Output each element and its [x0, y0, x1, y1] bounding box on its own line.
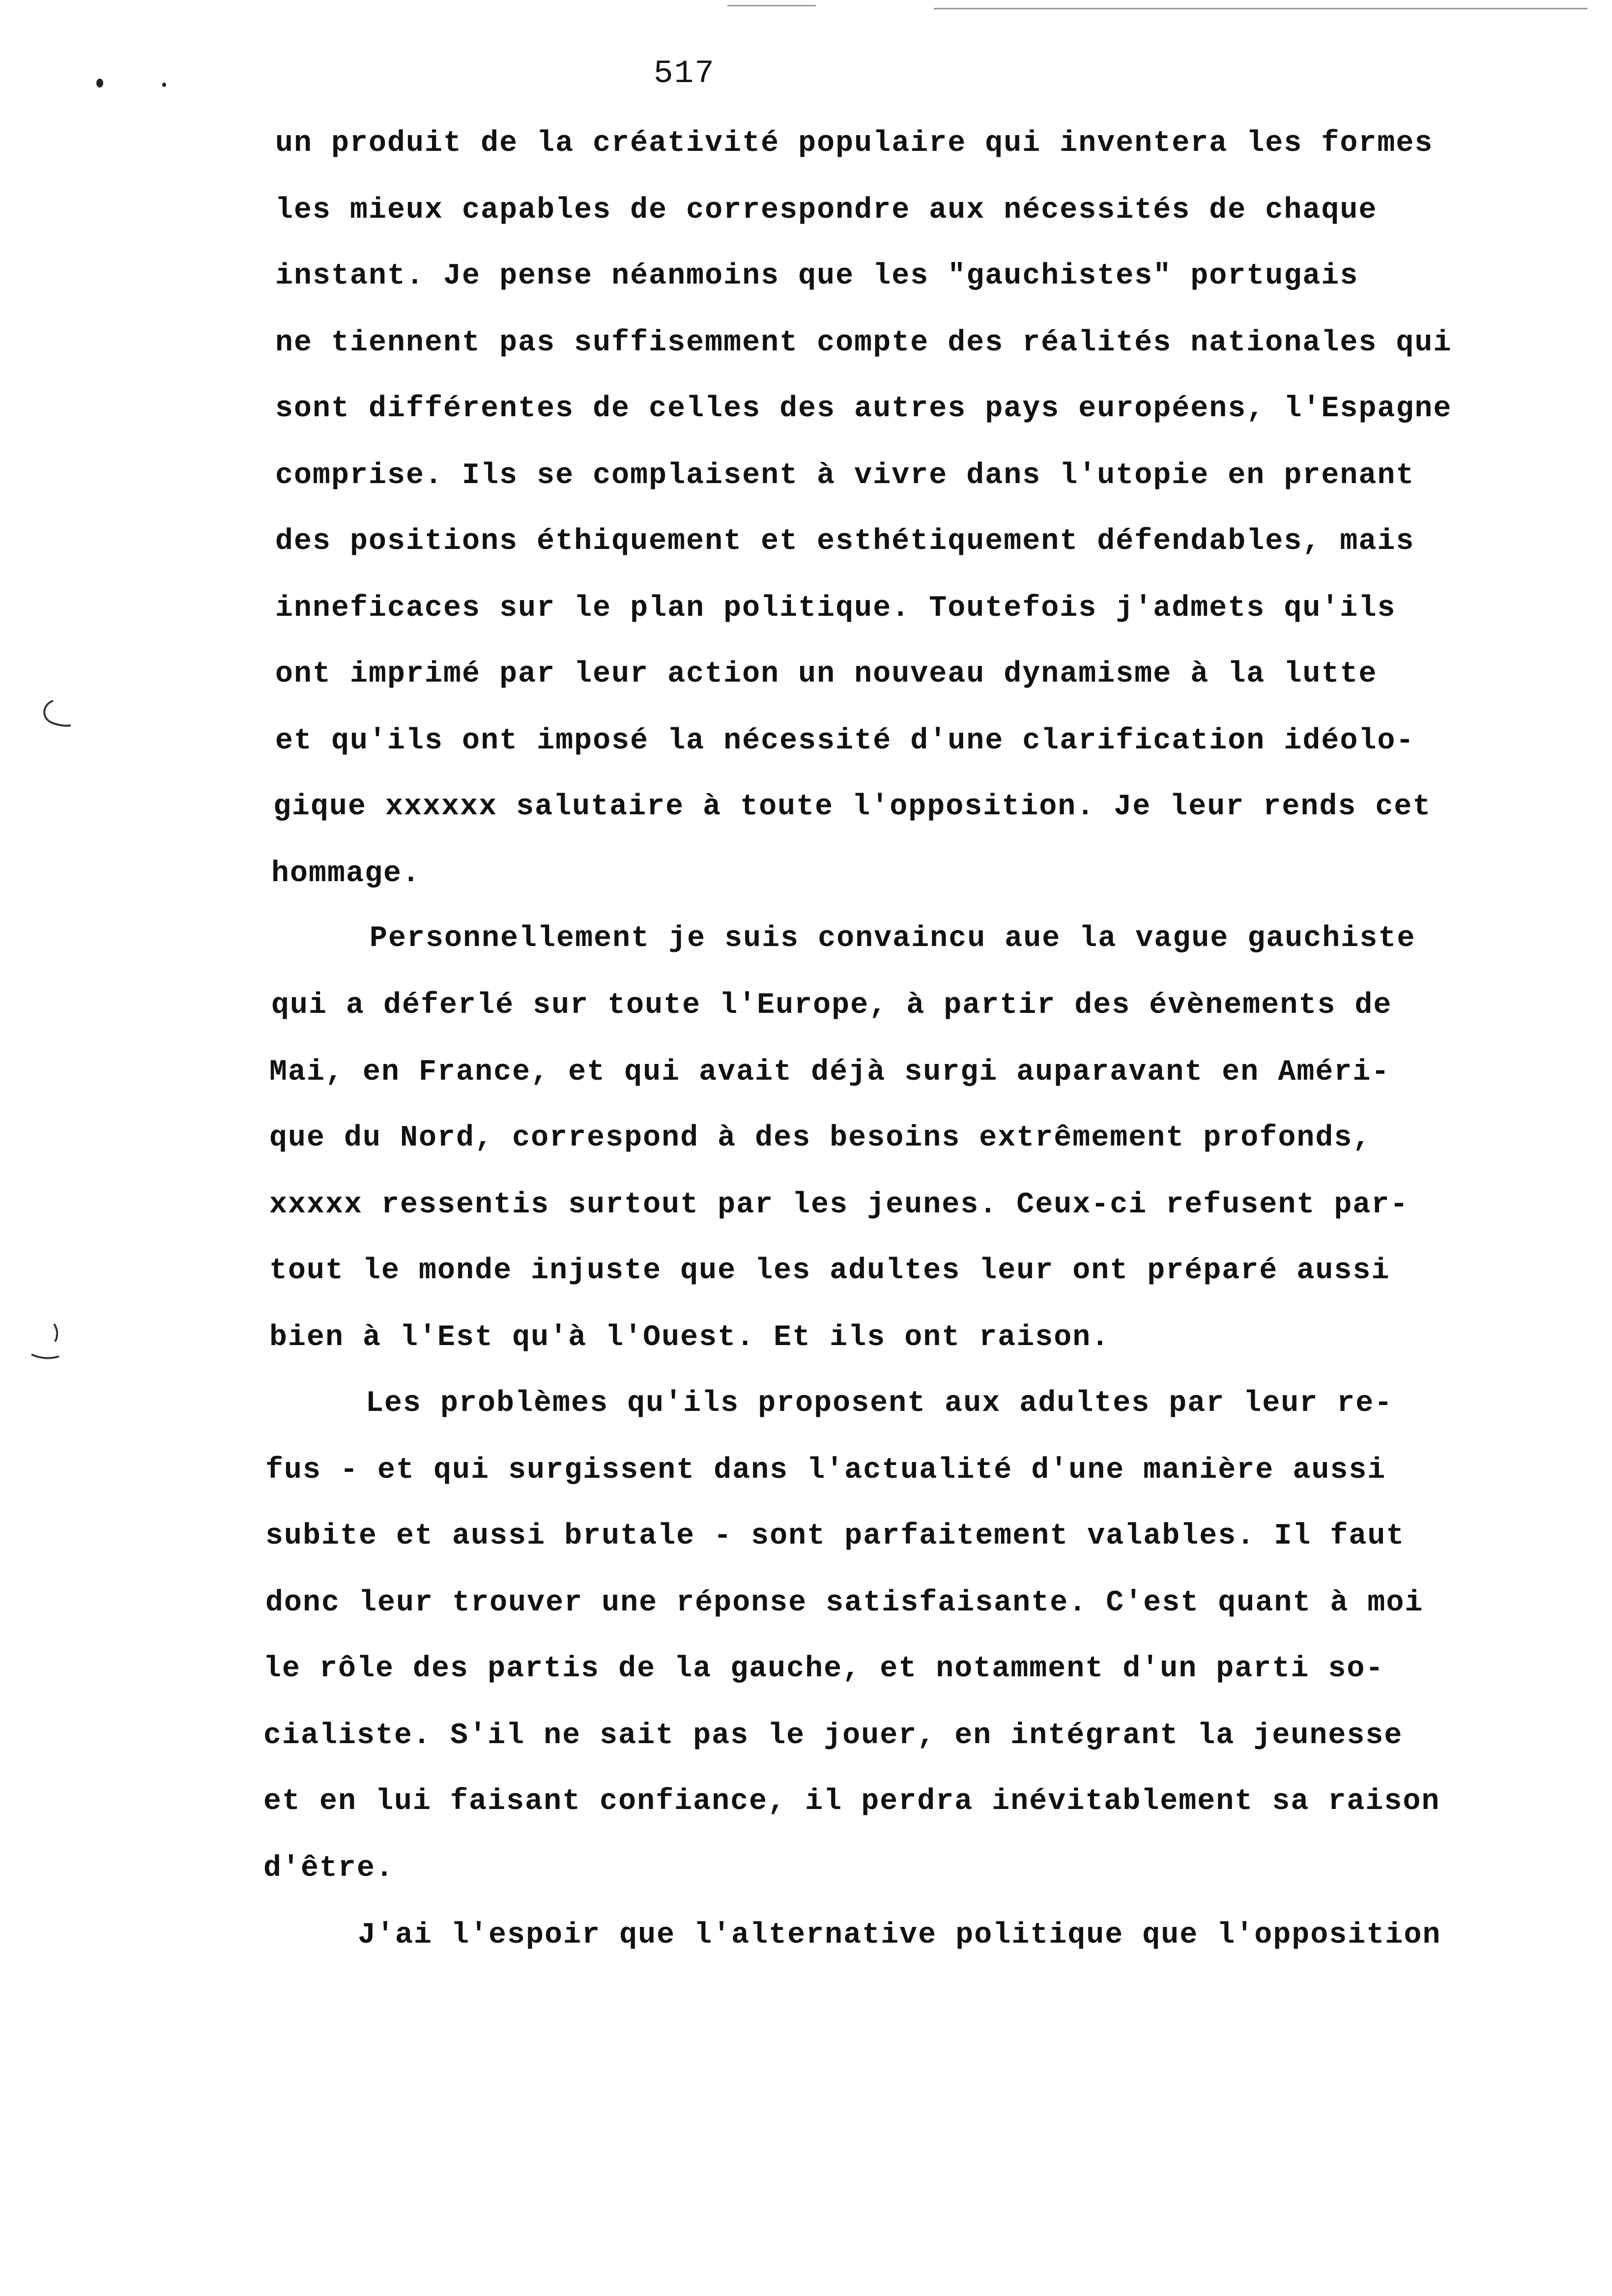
text-line: le rôle des partis de la gauche, et notamment d'un parti so- — [263, 1652, 1384, 1686]
text-line: hommage. — [271, 857, 421, 890]
text-line: fus - et qui surgissent dans l'actualité d'une manière aussi — [265, 1454, 1386, 1487]
text-line: gique xxxxxx salutaire à toute l'opposition. Je leur rends cet — [273, 790, 1432, 824]
text-line: que du Nord, correspond à des besoins extrêmement profonds, — [269, 1121, 1372, 1155]
text-line: ne tiennent pas suffisemment compte des réalités nationales qui — [275, 326, 1452, 360]
top-edge-rule — [934, 8, 1587, 9]
text-line: et qu'ils ont imposé la nécessité d'une clarification idéolo- — [275, 724, 1415, 758]
punch-marks — [96, 74, 185, 93]
text-line: les mieux capables de correspondre aux nécessités de chaque — [275, 194, 1378, 227]
text-line: xxxxx ressentis surtout par les jeunes. Ceux-ci refusent par- — [269, 1188, 1409, 1222]
margin-bracket-mark — [38, 698, 73, 737]
text-line: et en lui faisant confiance, il perdra inévitablement sa raison — [263, 1785, 1440, 1818]
text-line: un produit de la créativité populaire qui inventera les formes — [275, 127, 1434, 160]
text-line: d'être. — [263, 1852, 395, 1885]
text-line: subite et aussi brutale - sont parfaitement valables. Il faut — [265, 1520, 1405, 1553]
text-line: sont différentes de celles des autres pays européens, l'Espagne — [275, 392, 1452, 426]
top-edge-rule — [727, 5, 816, 6]
text-line: des positions éthiquement et esthétiquement défendables, mais — [275, 525, 1415, 558]
text-line: bien à l'Est qu'à l'Ouest. Et ils ont raison. — [269, 1321, 1110, 1354]
text-line: J'ai l'espoir que l'alternative politique que l'opposition — [358, 1919, 1441, 1952]
margin-bracket-mark — [29, 1322, 64, 1361]
text-line: cialiste. S'il ne sait pas le jouer, en intégrant la jeunesse — [263, 1719, 1403, 1752]
text-line: instant. Je pense néanmoins que les "gauchistes" portugais — [275, 259, 1359, 293]
page-number: 517 — [654, 55, 715, 92]
text-line: Personnellement je suis convaincu aue la vague gauchiste — [370, 922, 1416, 955]
text-line: Mai, en France, et qui avait déjà surgi auparavant en Améri- — [269, 1056, 1390, 1089]
text-line: qui a déferlé sur toute l'Europe, à partir des évènements de — [271, 989, 1392, 1022]
text-line: tout le monde injuste que les adultes leur ont préparé aussi — [269, 1254, 1390, 1288]
text-line: inneficaces sur le plan politique. Toutefois j'admets qu'ils — [275, 592, 1396, 625]
text-line: ont imprimé par leur action un nouveau dynamisme à la lutte — [275, 658, 1378, 691]
text-line: Les problèmes qu'ils proposent aux adultes par leur re- — [366, 1387, 1393, 1420]
text-line: comprise. Ils se complaisent à vivre dans l'utopie en prenant — [275, 459, 1415, 492]
ink-dot — [96, 79, 103, 87]
ink-dot — [162, 83, 166, 87]
text-line: donc leur trouver une réponse satisfaisante. C'est quant à moi — [265, 1586, 1424, 1620]
